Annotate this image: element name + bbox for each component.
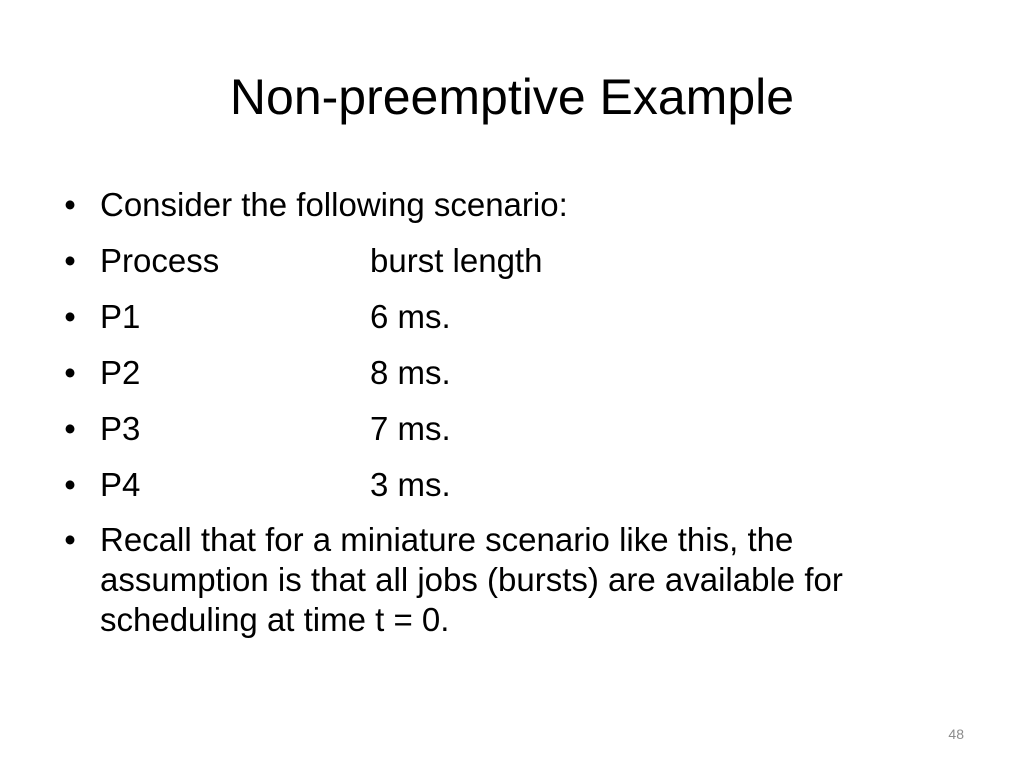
header-process: Process — [100, 242, 220, 279]
bullet-dot-icon: • — [64, 466, 76, 503]
bullet-row — [60, 352, 960, 394]
bullet-intro — [60, 184, 960, 226]
note-text: Recall that for a miniature scenario like this, the assumption is that all jobs (bursts) are available for scheduling at time t = 0. — [100, 521, 843, 638]
process-name: P1 — [100, 298, 141, 335]
process-name: P2 — [100, 354, 141, 391]
burst-length: 6 ms. — [370, 298, 451, 335]
header-burst: burst length — [370, 242, 543, 279]
bullet-note — [60, 520, 960, 640]
slide-title: Non-preemptive Example — [229, 69, 795, 125]
burst-length: 3 ms. — [370, 466, 451, 503]
bullet-dot-icon: • — [64, 521, 76, 558]
intro-text: Consider the following scenario: — [100, 186, 568, 223]
bullet-dot-icon: • — [64, 242, 76, 279]
burst-length: 8 ms. — [370, 354, 451, 391]
bullet-dot-icon: • — [64, 354, 76, 391]
bullet-row — [60, 408, 960, 450]
bullet-dot-icon: • — [64, 410, 76, 447]
process-name: P3 — [100, 410, 141, 447]
bullet-dot-icon: • — [64, 298, 76, 335]
bullet-dot-icon: • — [64, 186, 76, 223]
bullet-table-header — [60, 240, 960, 282]
burst-length: 7 ms. — [370, 410, 451, 447]
bullet-list — [60, 184, 960, 640]
process-name: P4 — [100, 466, 141, 503]
page-number: 48 — [948, 726, 964, 742]
bullet-row — [60, 464, 960, 506]
bullet-row — [60, 296, 960, 338]
